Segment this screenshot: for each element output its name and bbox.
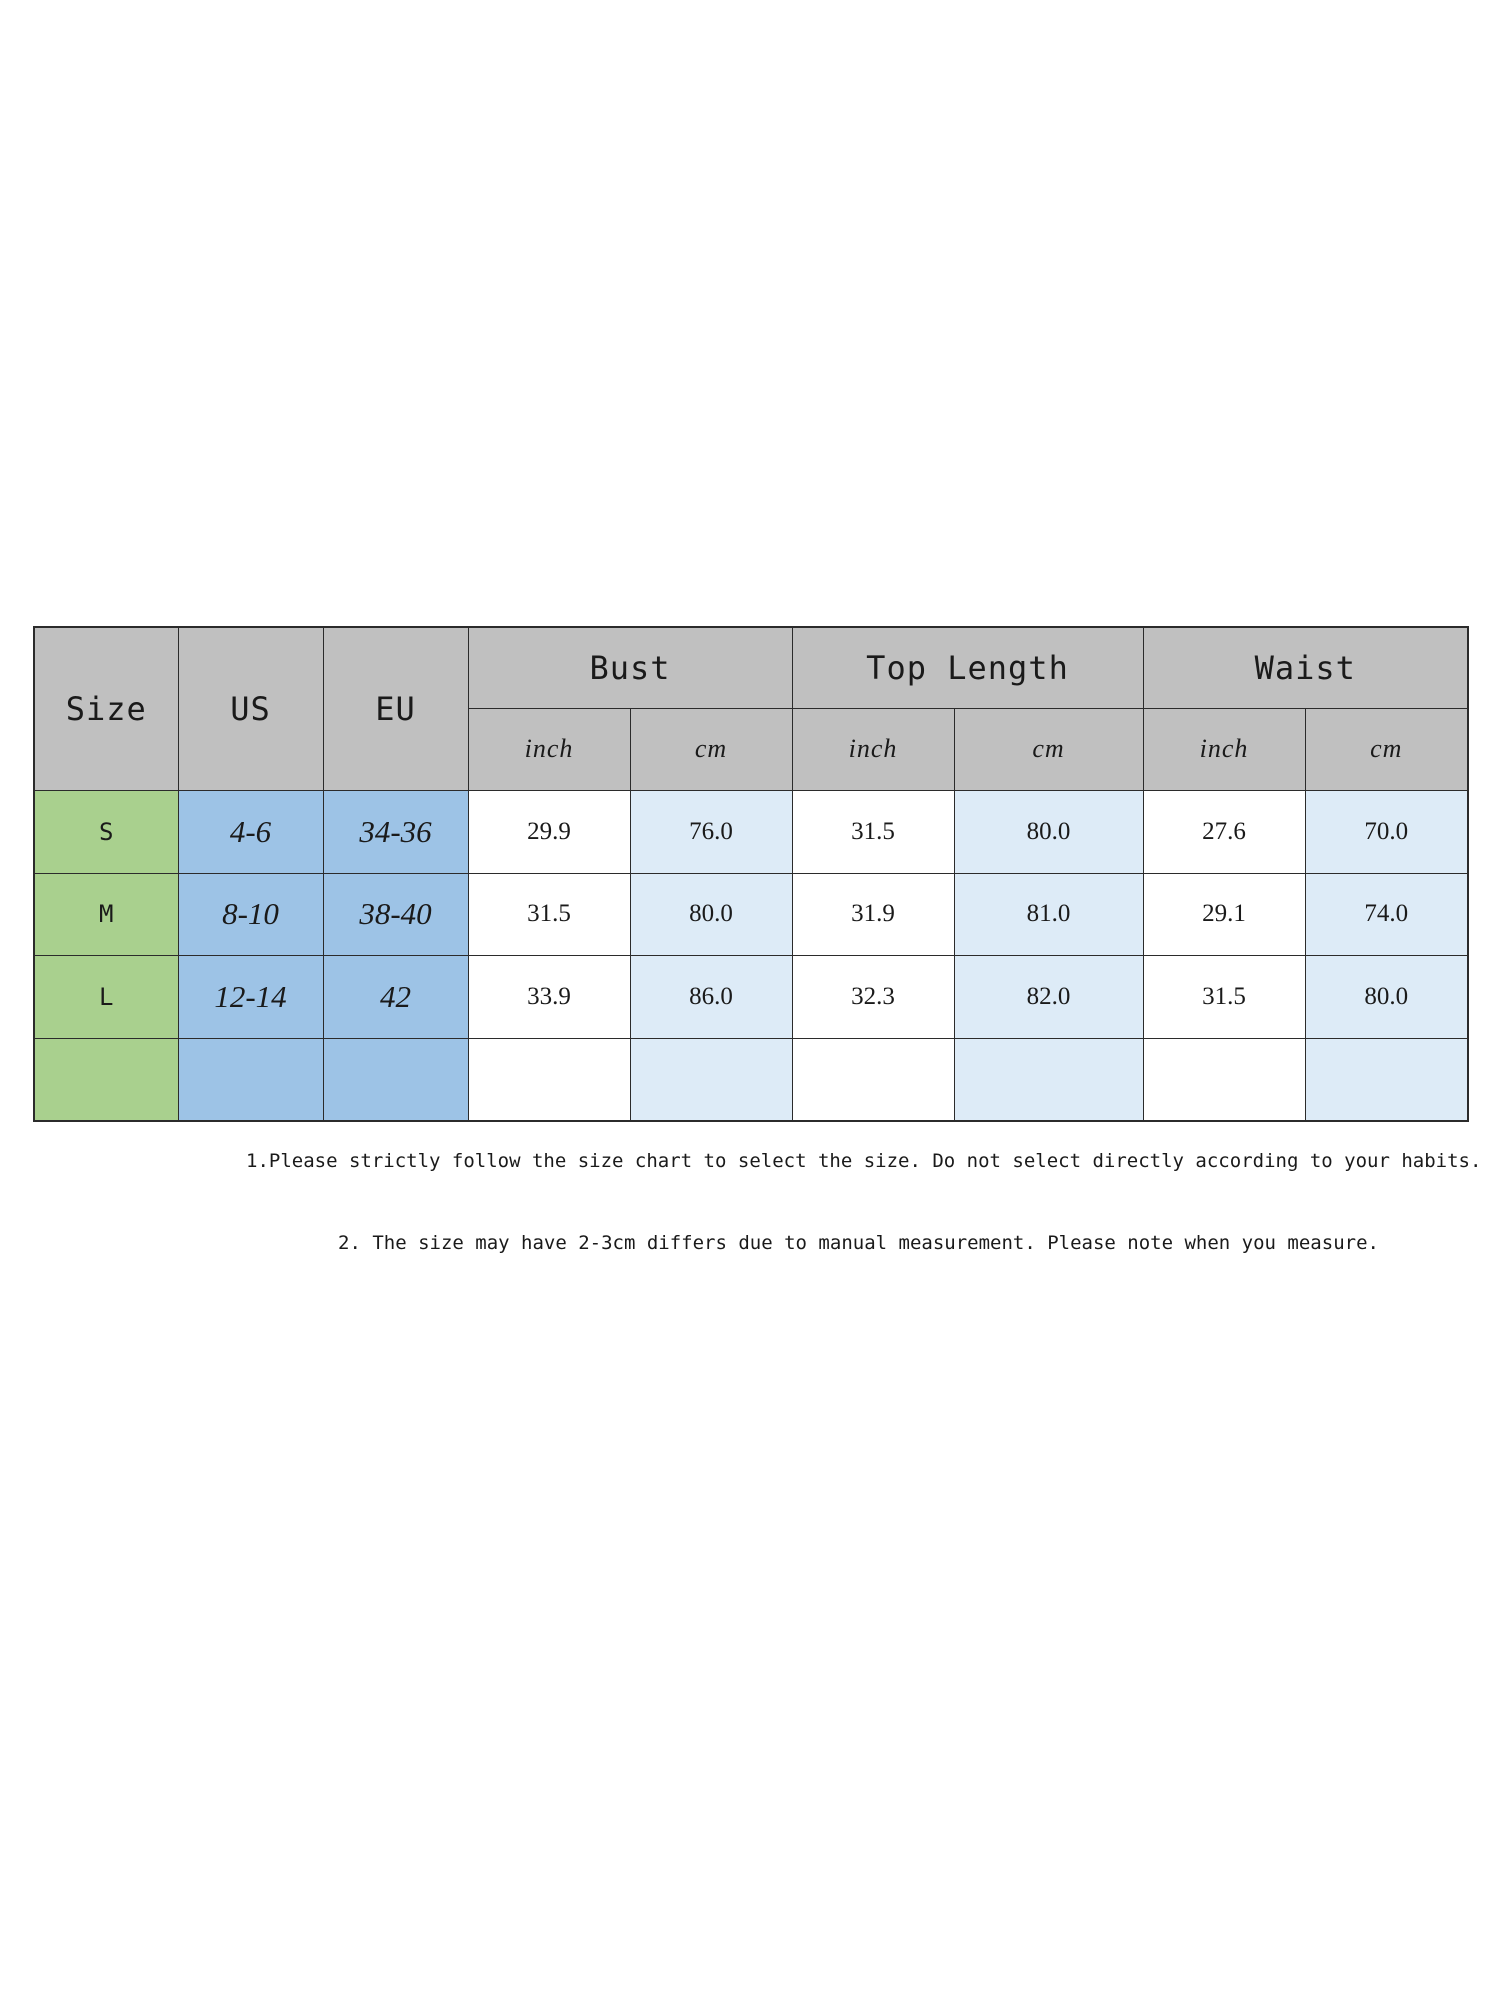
waist-inch-cell: 29.1 [1143, 873, 1305, 955]
size-cell: S [34, 790, 178, 873]
top-length-cm-cell: 80.0 [954, 790, 1143, 873]
bust-inch-cell: 33.9 [468, 955, 630, 1038]
top-length-cm-cell [954, 1038, 1143, 1121]
table-row [34, 873, 1468, 955]
table-row [34, 790, 1468, 873]
top-length-cm-cell: 82.0 [954, 955, 1143, 1038]
waist-inch-cell: 27.6 [1143, 790, 1305, 873]
eu-size-cell [323, 1038, 468, 1121]
us-header: US [178, 627, 323, 790]
top-length-inch-cell [792, 1038, 954, 1121]
top-length-header: Top Length [792, 627, 1143, 708]
us-size-cell: 12-14 [178, 955, 323, 1038]
waist-inch-unit: inch [1143, 708, 1305, 790]
header-row [34, 627, 1468, 708]
size-chart-table [33, 626, 1469, 1122]
table-row [34, 955, 1468, 1038]
bust-inch-unit: inch [468, 708, 630, 790]
waist-inch-cell [1143, 1038, 1305, 1121]
size-header: Size [34, 627, 178, 790]
eu-size-cell: 34-36 [323, 790, 468, 873]
bust-inch-cell: 29.9 [468, 790, 630, 873]
eu-header: EU [323, 627, 468, 790]
waist-cm-cell: 74.0 [1305, 873, 1468, 955]
us-size-cell: 8-10 [178, 873, 323, 955]
size-cell [34, 1038, 178, 1121]
waist-cm-cell: 80.0 [1305, 955, 1468, 1038]
size-cell: M [34, 873, 178, 955]
waist-inch-cell: 31.5 [1143, 955, 1305, 1038]
bust-cm-cell: 76.0 [630, 790, 792, 873]
waist-header: Waist [1143, 627, 1468, 708]
top-length-inch-cell: 32.3 [792, 955, 954, 1038]
top-length-inch-unit: inch [792, 708, 954, 790]
waist-cm-cell [1305, 1038, 1468, 1121]
us-size-cell [178, 1038, 323, 1121]
top-length-inch-cell: 31.5 [792, 790, 954, 873]
bust-cm-cell [630, 1038, 792, 1121]
size-note-2: 2. The size may have 2-3cm differs due to manual measurement. Please note when you measure. [338, 1232, 1379, 1254]
waist-cm-cell: 70.0 [1305, 790, 1468, 873]
bust-inch-cell [468, 1038, 630, 1121]
bust-cm-cell: 86.0 [630, 955, 792, 1038]
waist-cm-unit: cm [1305, 708, 1468, 790]
us-size-cell: 4-6 [178, 790, 323, 873]
bust-header: Bust [468, 627, 792, 708]
bust-inch-cell: 31.5 [468, 873, 630, 955]
bust-cm-unit: cm [630, 708, 792, 790]
top-length-cm-cell: 81.0 [954, 873, 1143, 955]
size-note-1: 1.Please strictly follow the size chart to select the size. Do not select directly according to your habits. [246, 1150, 1482, 1172]
table-row-empty [34, 1038, 1468, 1121]
eu-size-cell: 38-40 [323, 873, 468, 955]
size-cell: L [34, 955, 178, 1038]
bust-cm-cell: 80.0 [630, 873, 792, 955]
eu-size-cell: 42 [323, 955, 468, 1038]
top-length-inch-cell: 31.9 [792, 873, 954, 955]
top-length-cm-unit: cm [954, 708, 1143, 790]
